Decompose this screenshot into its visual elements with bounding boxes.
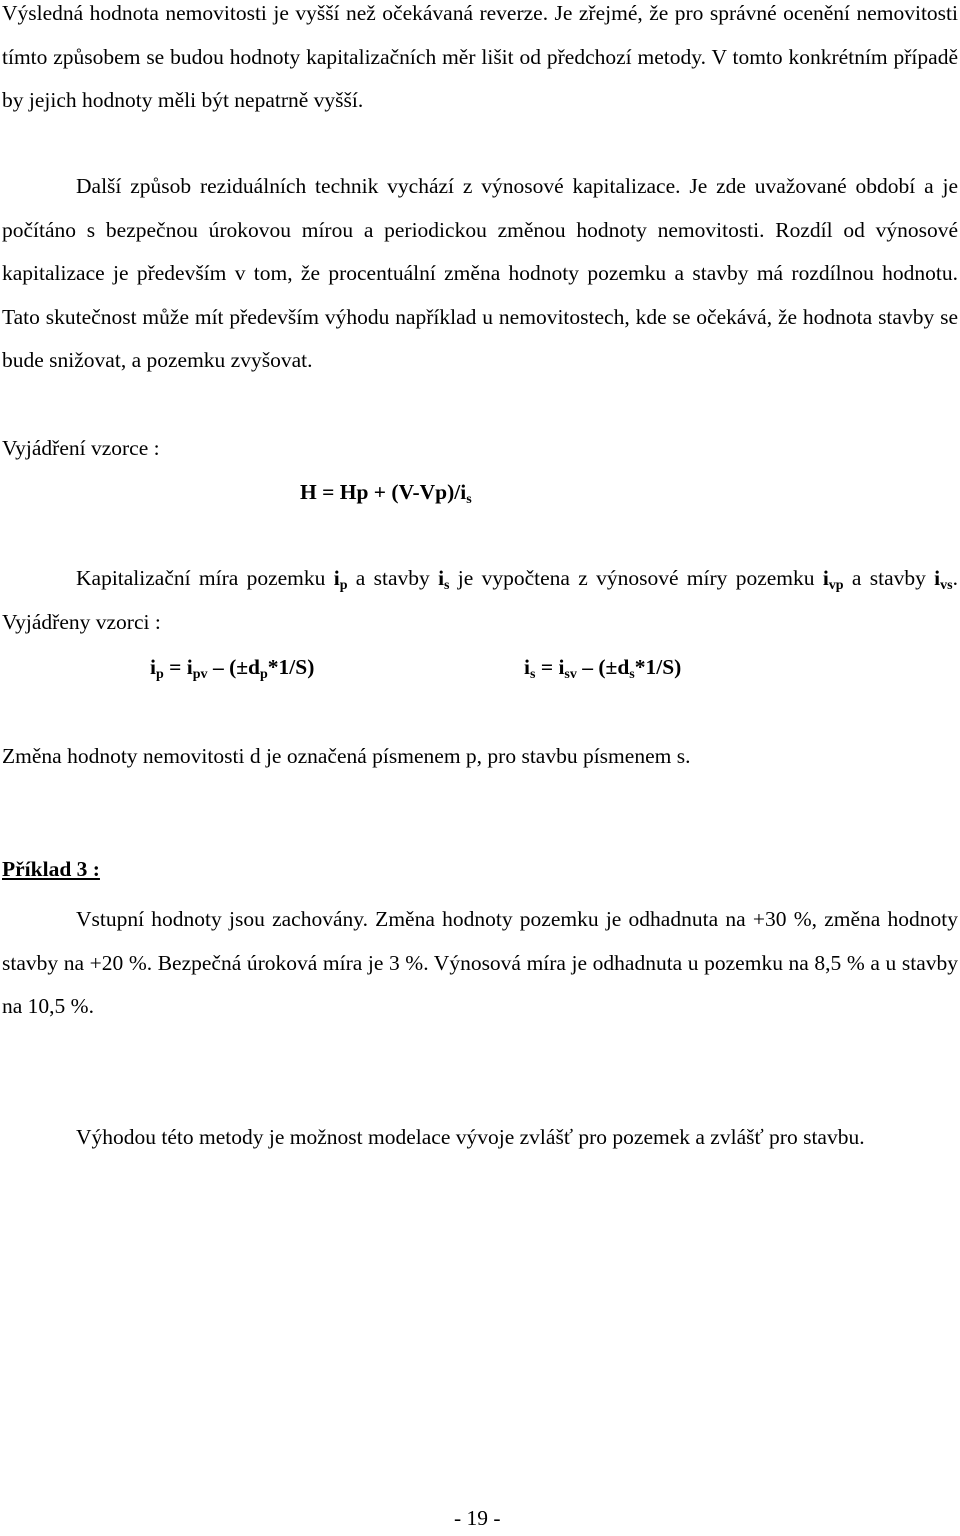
paragraph-residual-technique <box>2 165 958 383</box>
paragraph-text: Vstupní hodnoty jsou zachovány. Změna hodnoty pozemku je odhadnuta na +30 %, změna hodnoty stavby na +20 %. Bezpečná úroková míra je 3 %. Výnosová míra je odhadnuta u pozemku na 8,5 % a u stavby na 10,5 %. <box>2 907 958 1018</box>
paragraph-text: Kapitalizační míra pozemku $i_p$ a stavby $i_s$ je vypočtena z výnosové míry pozemku $i_{vp}$ a stavby $i_{vs}$. Vyjádřeny vzorci : <box>2 566 958 634</box>
paragraph-text: Výsledná hodnota nemovitosti je vyšší než očekávaná reverze. Je zřejmé, že pro správné ocenění nemovitosti tímto způsobem se budou hodnoty kapitalizačních měr lišit od předchozí metody. V tomto konkrétním případě by jejich hodnoty měli být nepatrně vyšší. <box>2 1 958 112</box>
formula-main-sub: s <box>466 492 472 507</box>
formula-land-rate: $i_p = i_{pv} - (\pm d_p*1/S)$ <box>150 655 315 682</box>
paragraph-result <box>2 0 958 123</box>
paragraph-advantage <box>2 1116 958 1160</box>
paragraph-text: Změna hodnoty nemovitosti d je označená písmenem p, pro stavbu písmenem s. <box>2 744 691 768</box>
formula-main <box>300 480 472 505</box>
paragraph-value-change <box>2 735 958 779</box>
page-number: - 19 - <box>454 1506 501 1530</box>
formula-intro-text: Vyjádření vzorce : <box>2 436 160 460</box>
paragraph-text: Další způsob reziduálních technik vychází z výnosové kapitalizace. Je zde uvažované období a je počítáno s bezpečnou úrokovou mírou a periodickou změnou hodnoty nemovitosti. Rozdíl od výnosové kapitalizace je především v tom, že procentuální změna hodnoty pozemku a stavby má rozdílnou hodnotu. Tato skutečnost může mít především výhodu například u nemovitostech, kde se očekává, že hodnota stavby se bude snižovat, a pozemku zvyšovat. <box>2 174 958 372</box>
paragraph-example-inputs <box>2 898 958 1029</box>
formula-main-base: H = Hp + (V-Vp)/i <box>300 480 467 504</box>
formula-building-rate: $i_s = i_{sv} - (\pm d_s*1/S)$ <box>524 655 682 682</box>
paragraph-text: Výhodou této metody je možnost modelace vývoje zvlášť pro pozemek a zvlášť pro stavbu. <box>76 1125 865 1149</box>
formula-intro <box>2 427 958 471</box>
paragraph-capitalization-rates <box>2 557 958 644</box>
example-heading: Příklad 3 : <box>2 857 100 881</box>
